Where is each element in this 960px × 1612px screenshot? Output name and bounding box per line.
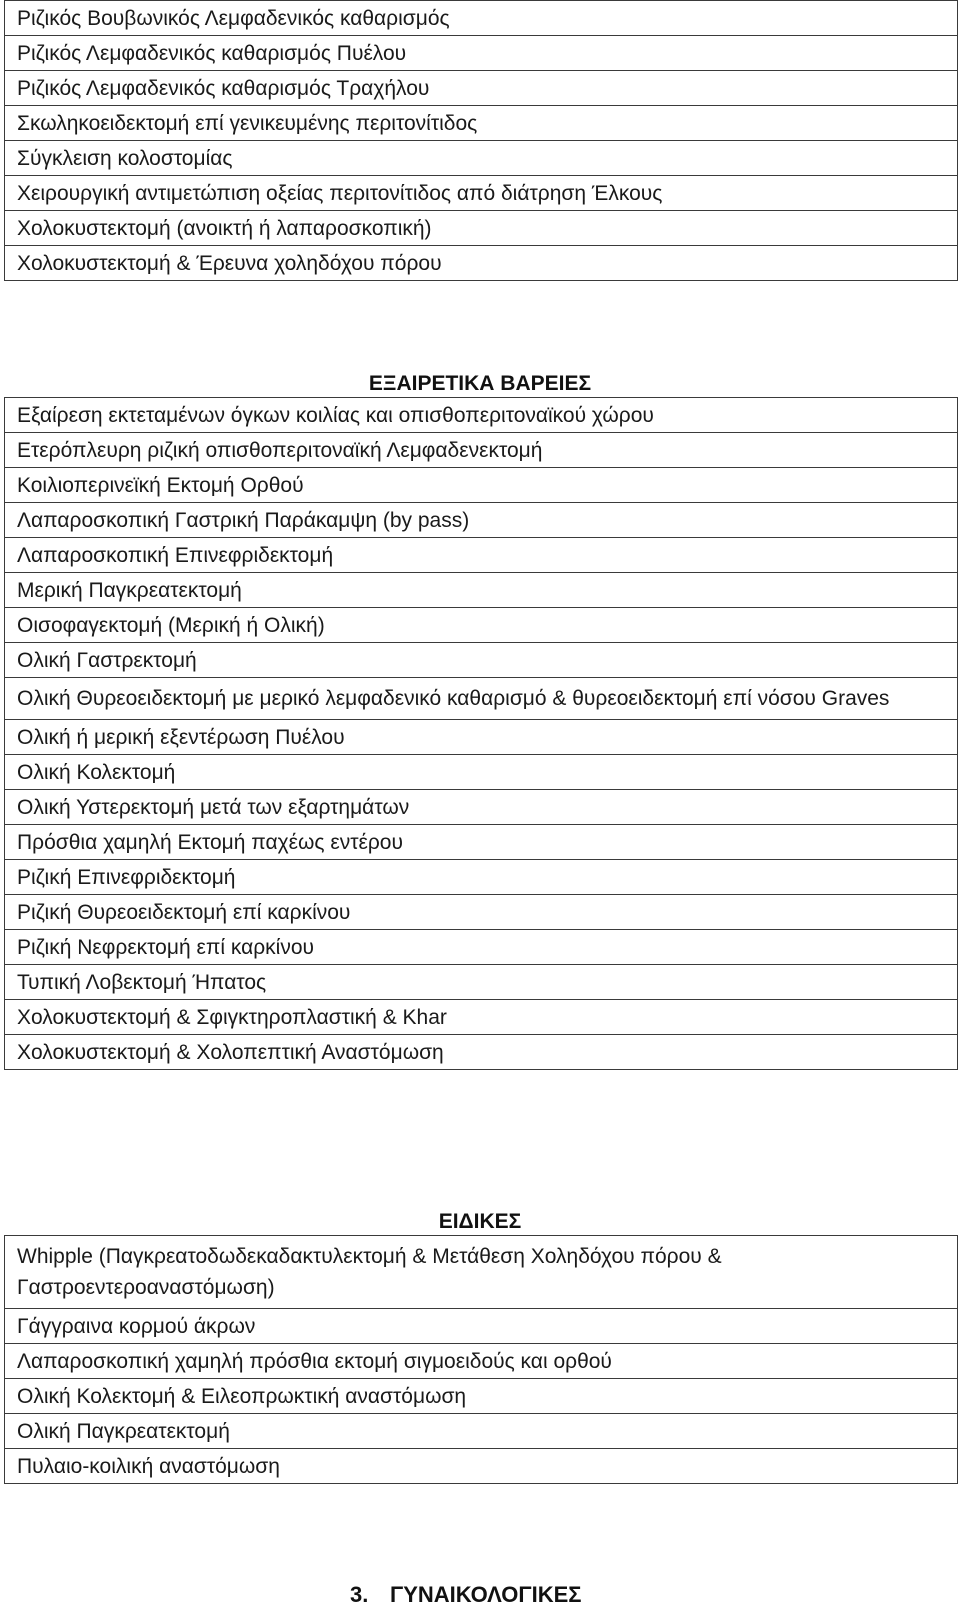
procedure-cell: Εξαίρεση εκτεταμένων όγκων κοιλίας και οπισθοπεριτοναϊκού χώρου (5, 398, 958, 433)
table-row (5, 860, 958, 895)
table-row (5, 468, 958, 503)
table-row (5, 965, 958, 1000)
procedure-cell: Ετερόπλευρη ριζική οπισθοπεριτοναϊκή Λεμφαδενεκτομή (5, 433, 958, 468)
table-row (5, 503, 958, 538)
procedure-cell: Ριζική Επινεφριδεκτομή (5, 860, 958, 895)
table-row (5, 1000, 958, 1035)
table-row (5, 678, 958, 720)
procedure-cell: Ολική ή μερική εξεντέρωση Πυέλου (5, 720, 958, 755)
procedure-cell: Γάγγραινα κορμού άκρων (5, 1309, 958, 1344)
procedure-cell: Ριζική Νεφρεκτομή επί καρκίνου (5, 930, 958, 965)
table-row (5, 1309, 958, 1344)
table-row (5, 825, 958, 860)
procedure-cell: Πυλαιο-κοιλική αναστόμωση (5, 1449, 958, 1484)
procedure-cell: Ολική Γαστρεκτομή (5, 643, 958, 678)
procedure-cell: Ριζική Θυρεοειδεκτομή επί καρκίνου (5, 895, 958, 930)
table-row (5, 573, 958, 608)
table-row (5, 1035, 958, 1070)
table-row (5, 643, 958, 678)
table-row (5, 1379, 958, 1414)
table-row (5, 1414, 958, 1449)
procedure-cell: Ολική Κολεκτομή (5, 755, 958, 790)
table-row (5, 36, 958, 71)
section-heading-special: ΕΙΔΙΚΕΣ (438, 1210, 522, 1233)
section-heading-very-severe: ΕΞΑΙΡΕΤΙΚΑ ΒΑΡΕΙΕΣ (368, 372, 592, 395)
procedure-cell: Ολική Κολεκτομή & Ειλεοπρωκτική αναστόμωση (5, 1379, 958, 1414)
procedure-cell: Χολοκυστεκτομή (ανοικτή ή λαπαροσκοπική) (5, 211, 958, 246)
procedure-cell: Χολοκυστεκτομή & Σφιγκτηροπλαστική & Khar (5, 1000, 958, 1035)
table-row (5, 538, 958, 573)
special-procedures-table (4, 1235, 958, 1484)
procedure-cell: Ολική Θυρεοειδεκτομή με μερικό λεμφαδενικό καθαρισμό & θυρεοειδεκτομή επί νόσου Graves (5, 678, 958, 720)
table-row (5, 608, 958, 643)
section-heading-gynecological (350, 1582, 650, 1608)
procedure-cell: Λαπαροσκοπική Γαστρική Παράκαμψη (by pass) (5, 503, 958, 538)
table-row (5, 1, 958, 36)
table-row (5, 755, 958, 790)
top-procedures-table (4, 0, 958, 281)
table-row (5, 176, 958, 211)
section-title: ΓΥΝΑΙΚΟΛΟΓΙΚΕΣ (390, 1582, 582, 1607)
table-row (5, 1449, 958, 1484)
procedure-cell: Χειρουργική αντιμετώπιση οξείας περιτονίτιδος από διάτρηση Έλκους (5, 176, 958, 211)
procedure-cell: Λαπαροσκοπική Επινεφριδεκτομή (5, 538, 958, 573)
procedure-cell: Πρόσθια χαμηλή Εκτομή παχέως εντέρου (5, 825, 958, 860)
procedure-cell: Λαπαροσκοπική χαμηλή πρόσθια εκτομή σιγμοειδούς και ορθού (5, 1344, 958, 1379)
procedure-cell: Μερική Παγκρεατεκτομή (5, 573, 958, 608)
procedure-cell: Ριζικός Λεμφαδενικός καθαρισμός Τραχήλου (5, 71, 958, 106)
table-row (5, 790, 958, 825)
table-row (5, 71, 958, 106)
table-row (5, 930, 958, 965)
table-row (5, 720, 958, 755)
table-row (5, 398, 958, 433)
procedure-cell: Ριζικός Λεμφαδενικός καθαρισμός Πυέλου (5, 36, 958, 71)
table-row (5, 433, 958, 468)
procedure-cell: Χολοκυστεκτομή & Χολοπεπτική Αναστόμωση (5, 1035, 958, 1070)
table-row (5, 106, 958, 141)
table-row (5, 1236, 958, 1309)
table-row (5, 246, 958, 281)
table-row (5, 211, 958, 246)
procedure-cell: Ολική Παγκρεατεκτομή (5, 1414, 958, 1449)
section-number: 3. (350, 1582, 369, 1607)
very-severe-procedures-table (4, 397, 958, 1070)
procedure-cell: Σύγκλειση κολοστομίας (5, 141, 958, 176)
procedure-cell: Κοιλιοπερινεϊκή Εκτομή Ορθού (5, 468, 958, 503)
procedure-cell: Ολική Υστερεκτομή μετά των εξαρτημάτων (5, 790, 958, 825)
procedure-cell: Σκωληκοειδεκτομή επί γενικευμένης περιτονίτιδος (5, 106, 958, 141)
table-row (5, 1344, 958, 1379)
procedure-cell: Whipple (Παγκρεατοδωδεκαδακτυλεκτομή & Μετάθεση Χοληδόχου πόρου & Γαστροεντεροαναστόμωση) (5, 1236, 958, 1309)
table-row (5, 141, 958, 176)
procedure-cell: Ριζικός Βουβωνικός Λεμφαδενικός καθαρισμός (5, 1, 958, 36)
procedure-cell: Τυπική Λοβεκτομή Ήπατος (5, 965, 958, 1000)
table-row (5, 895, 958, 930)
procedure-cell: Οισοφαγεκτομή (Μερική ή Ολική) (5, 608, 958, 643)
procedure-cell: Χολοκυστεκτομή & Έρευνα χοληδόχου πόρου (5, 246, 958, 281)
